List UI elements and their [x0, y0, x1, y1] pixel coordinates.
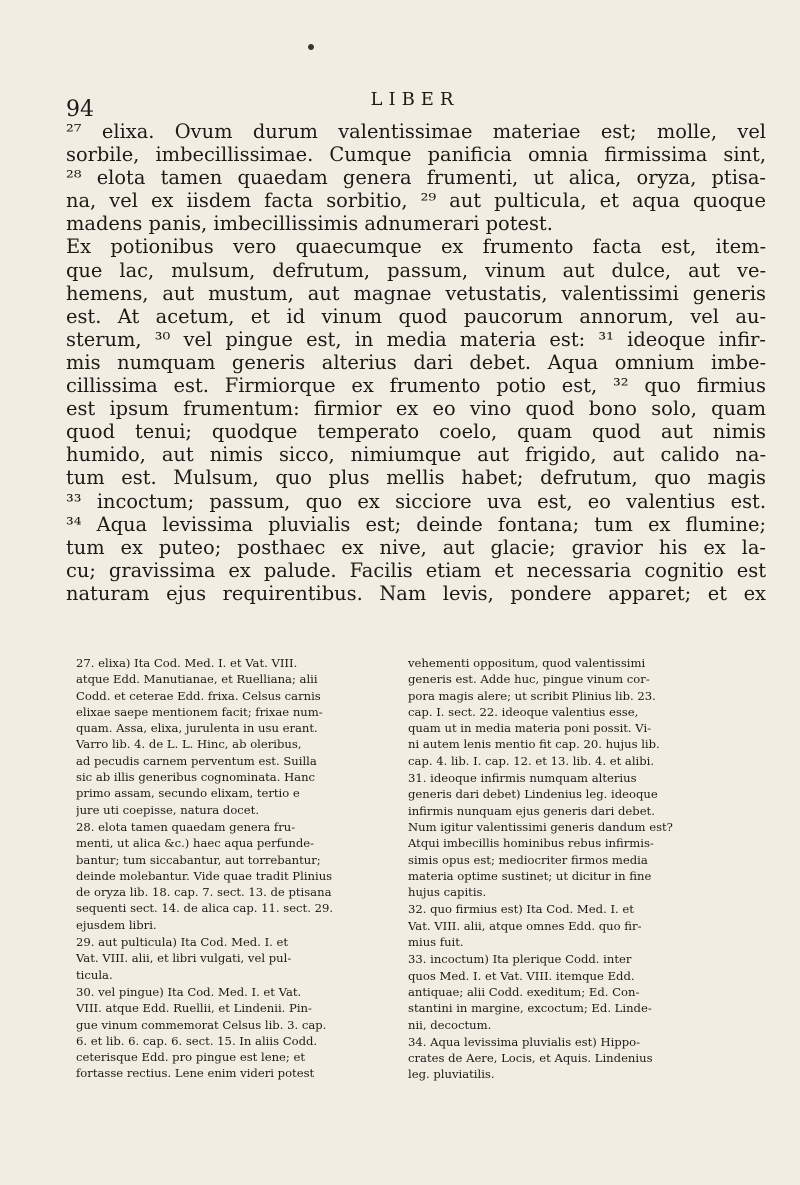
footnote-line: Varro lib. 4. de L. L. Hinc, ab oleribus, [76, 737, 302, 752]
footnote-line: Num igitur valentissimi generis dandum est? [408, 819, 673, 834]
footnote-line: cap. I. sect. 22. ideoque valentius esse, [408, 704, 639, 719]
footnote-line: ceterisque Edd. pro pingue est lene; et [76, 1050, 306, 1065]
footnote-line: simis opus est; mediocriter firmos media [408, 852, 648, 867]
footnote [408, 951, 764, 1032]
text-line: mis numquam generis alterius dari debet. Aqua omnium imbe- [66, 350, 766, 374]
footnote [408, 1034, 764, 1083]
footnote-line: sic ab illis generibus cognominata. Hanc [76, 770, 316, 785]
footnote-line: fortasse rectius. Lene enim videri potest [76, 1066, 315, 1081]
text-line: ²⁸ elota tamen quaedam genera frumenti, ut alica, oryza, ptisa- [66, 166, 766, 190]
footnote-line: infirmis nunquam ejus generis dari debet. [408, 803, 655, 818]
footnote [408, 655, 764, 769]
footnote-line: ni autem lenis mentio fit cap. 20. hujus lib. [408, 737, 660, 752]
footnote-line: 27. elixa) Ita Cod. Med. I. et Vat. VIII. [76, 656, 298, 670]
footnote [76, 655, 396, 818]
text-line: ³³ incoctum; passum, quo ex sicciore uva est, eo valentius est. [66, 489, 766, 513]
footnote-line: crates de Aere, Locis, et Aquis. Lindenius [408, 1051, 653, 1066]
footnote-line: ejusdem libri. [76, 917, 157, 932]
text-line: que lac, mulsum, defrutum, passum, vinum aut dulce, aut ve- [66, 258, 766, 282]
footnote-line: elixae saepe mentionem facit; frixae num- [76, 704, 323, 719]
page-number: 94 [66, 97, 94, 122]
footnote-line: quam ut in media materia poni possit. Vi- [408, 721, 652, 736]
text-line: Ex potionibus vero quaecumque ex frumento facta est, item- [66, 235, 766, 259]
footnote-line: deinde molebantur. Vide quae tradit Plinius [76, 868, 333, 883]
footnote-line: VIII. atque Edd. Ruellii, et Lindenii. Pin- [76, 1001, 312, 1016]
footnote-line: 29. aut pulticula) Ita Cod. Med. I. et [76, 935, 289, 950]
footnote-line: quos Med. I. et Vat. VIII. itemque Edd. [408, 968, 635, 983]
ornament-dot [308, 44, 314, 50]
footnote-line: nii, decoctum. [408, 1017, 492, 1032]
text-line: naturam ejus requirentibus. Nam levis, pondere apparet; et ex [66, 581, 766, 605]
footnote-line: 31. ideoque infirmis numquam alterius [408, 771, 637, 786]
footnote-line: Atqui imbecillis hominibus rebus infirmis- [408, 836, 654, 851]
text-line: cu; gravissima ex palude. Facilis etiam et necessaria cognitio est [66, 558, 766, 582]
footnote-line: quam. Assa, elixa, jurulenta in usu erant. [76, 721, 318, 736]
footnote-line: stantini in margine, excoctum; Ed. Linde- [408, 1001, 652, 1016]
footnotes-right-column [408, 655, 764, 1083]
footnote-line: 33. incoctum) Ita plerique Codd. inter [408, 952, 632, 967]
running-head: LIBER [370, 89, 460, 110]
footnote-line: primo assam, secundo elixam, tertio e [76, 786, 300, 801]
footnote-line: generis dari debet) Lindenius leg. ideoque [408, 787, 658, 802]
text-line: est ipsum frumentum: firmior ex eo vino quod bono solo, quam [66, 397, 766, 421]
text-line: cillissima est. Firmiorque ex frumento potio est, ³² quo firmius [66, 374, 766, 398]
footnote [408, 901, 764, 950]
footnote [76, 934, 396, 983]
footnote-line: vehementi oppositum, quod valentissimi [408, 656, 646, 670]
footnote [76, 984, 396, 1082]
footnote-line: Vat. VIII. alii, et libri vulgati, vel pul- [76, 951, 292, 966]
main-text-block [66, 120, 766, 605]
footnote-line: sequenti sect. 14. de alica cap. 11. sect. 29. [76, 901, 334, 916]
footnote-line: 34. Aqua levissima pluvialis est) Hippo- [408, 1034, 641, 1049]
text-line: sorbile, imbecillissimae. Cumque panificia omnia firmissima sint, [66, 143, 766, 167]
text-line: sterum, ³⁰ vel pingue est, in media materia est: ³¹ ideoque infir- [66, 327, 766, 351]
text-line: est. At acetum, et id vinum quod paucorum annorum, vel au- [66, 304, 766, 328]
footnote-line: jure uti coepisse, natura docet. [76, 802, 260, 817]
footnote-line: de oryza lib. 18. cap. 7. sect. 13. de ptisana [76, 885, 332, 900]
footnote-line: gue vinum commemorat Celsus lib. 3. cap. [76, 1017, 327, 1032]
footnote-line: menti, ut alica &c.) haec aqua perfunde- [76, 836, 315, 851]
footnote-line: 30. vel pingue) Ita Cod. Med. I. et Vat. [76, 984, 302, 999]
footnote-line: ad pecudis carnem perventum est. Suilla [76, 753, 317, 768]
footnote-line: bantur; tum siccabantur, aut torrebantur; [76, 852, 321, 867]
text-line: na, vel ex iisdem facta sorbitio, ²⁹ aut pulticula, et aqua quoque [66, 189, 766, 213]
text-line: ³⁴ Aqua levissima pluvialis est; deinde fontana; tum ex flumine; [66, 512, 766, 536]
footnote-line: antiquae; alii Codd. exeditum; Ed. Con- [408, 984, 640, 999]
text-line: madens panis, imbecillissimis adnumerari potest. [66, 212, 553, 236]
footnote [408, 770, 764, 900]
footnote-line: 32. quo firmius est) Ita Cod. Med. I. et [408, 902, 634, 917]
footnotes-left-column [76, 655, 396, 1082]
footnote-line: 28. elota tamen quaedam genera fru- [76, 819, 296, 834]
footnote-line: ticula. [76, 967, 113, 982]
footnote-line: materia optime sustinet; ut dicitur in fine [408, 868, 652, 883]
footnote-line: hujus capitis. [408, 885, 487, 900]
text-line: quod tenui; quodque temperato coelo, quam quod aut nimis [66, 420, 766, 444]
footnote-line: pora magis alere; ut scribit Plinius lib. 23. [408, 688, 656, 703]
footnote-line: 6. et lib. 6. cap. 6. sect. 15. In aliis Codd. [76, 1033, 318, 1048]
text-line: tum est. Mulsum, quo plus mellis habet; defrutum, quo magis [66, 466, 766, 490]
text-line: ²⁷ elixa. Ovum durum valentissimae materiae est; molle, vel [66, 120, 766, 143]
footnote-line: atque Edd. Manutianae, et Ruelliana; alii [76, 672, 318, 687]
text-line: tum ex puteo; posthaec ex nive, aut glacie; gravior his ex la- [66, 535, 766, 559]
footnote-line: leg. pluviatilis. [408, 1067, 495, 1082]
footnote-line: Codd. et ceterae Edd. frixa. Celsus carnis [76, 688, 321, 703]
footnote [76, 819, 396, 933]
text-line: hemens, aut mustum, aut magnae vetustatis, valentissimi generis [66, 281, 766, 305]
footnote-line: mius fuit. [408, 935, 464, 950]
footnote-line: generis est. Adde huc, pingue vinum cor- [408, 672, 650, 687]
footnote-line: Vat. VIII. alii, atque omnes Edd. quo fir- [408, 918, 642, 933]
footnote-line: cap. 4. lib. I. cap. 12. et 13. lib. 4. et alibi. [408, 753, 655, 768]
text-line: humido, aut nimis sicco, nimiumque aut frigido, aut calido na- [66, 443, 766, 467]
